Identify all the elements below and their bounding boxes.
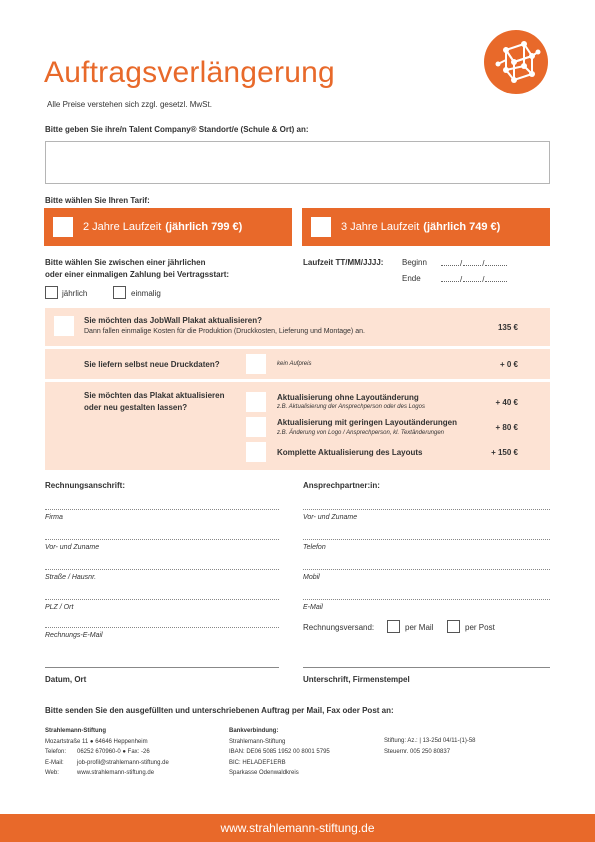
- billing-zip-line[interactable]: [45, 599, 279, 600]
- payment-question-line1: Bitte wählen Sie zwischen einer jährlichen: [45, 258, 206, 267]
- update-option-1-title: Aktualisierung ohne Layoutänderung: [277, 393, 419, 402]
- tarif-3-years-checkbox[interactable]: [311, 217, 331, 237]
- end-date-field[interactable]: / /: [440, 274, 508, 284]
- update-question-line1: Sie möchten das Plakat aktualisieren: [84, 391, 225, 400]
- footer-url[interactable]: www.strahlemann-stiftung.de: [220, 821, 375, 835]
- org-address: Mozartstraße 11 ● 64646 Heppenheim: [45, 738, 148, 745]
- update-option-3-title: Komplette Aktualisierung des Layouts: [277, 448, 423, 457]
- by-post-checkbox[interactable]: [447, 620, 460, 633]
- billing-zip-label: PLZ / Ort: [45, 604, 74, 611]
- price-note: Alle Preise verstehen sich zzgl. gesetzl. MwSt.: [47, 100, 212, 109]
- contact-heading: Ansprechpartner:in:: [303, 481, 380, 490]
- billing-email-label: Rechnungs-E-Mail: [45, 632, 103, 639]
- page-title: Auftragsverlängerung: [44, 56, 335, 89]
- signature-label: Unterschrift, Firmenstempel: [303, 675, 410, 684]
- contact-mobile-line[interactable]: [303, 569, 550, 570]
- update-option-2-hint: z.B. Änderung von Logo / Ansprechperson, kl. Textänderungen: [277, 430, 445, 436]
- by-mail-checkbox[interactable]: [387, 620, 400, 633]
- yearly-label: jährlich: [62, 289, 88, 298]
- tax-number: Steuernr. 005 250 80837: [384, 748, 451, 755]
- cube-network-icon: [484, 30, 548, 94]
- org-email[interactable]: job-profil@strahlemann-stiftung.de: [77, 759, 169, 766]
- payment-question-line2: oder einer einmaligen Zahlung bei Vertragsstart:: [45, 270, 230, 279]
- tarif-heading: Bitte wählen Sie Ihren Tarif:: [45, 196, 150, 205]
- print-hint: kein Aufpreis: [277, 361, 312, 367]
- jobwall-section: [45, 308, 550, 346]
- by-post-label: per Post: [465, 623, 495, 632]
- update-option-2-checkbox[interactable]: [246, 417, 266, 437]
- web-label: Web:: [45, 770, 59, 776]
- bank-block: [229, 726, 330, 779]
- update-option-1-hint: z.B. Aktualisierung der Ansprechperson oder des Logos: [277, 404, 425, 410]
- billing-street-label: Straße / Hausnr.: [45, 574, 97, 581]
- once-checkbox[interactable]: [113, 286, 126, 299]
- tarif-3-years-label: 3 Jahre Laufzeit: [341, 221, 420, 233]
- print-data-checkbox[interactable]: [246, 354, 266, 374]
- location-input[interactable]: [45, 141, 550, 184]
- print-question: Sie liefern selbst neue Druckdaten?: [84, 360, 220, 369]
- update-option-1-price: + 40 €: [495, 398, 518, 407]
- update-option-3-price: + 150 €: [491, 448, 518, 457]
- date-place-label: Datum, Ort: [45, 675, 87, 684]
- bank-account-name: Strahlemann-Stiftung: [229, 738, 286, 745]
- date-place-line[interactable]: [45, 667, 279, 668]
- bank-name: Sparkasse Odenwaldkreis: [229, 770, 299, 776]
- send-note: Bitte senden Sie den ausgefüllten und unterschriebenen Auftrag per Mail, Fax oder Post an:: [45, 706, 394, 715]
- update-option-1-checkbox[interactable]: [246, 392, 266, 412]
- contact-name-label: Vor- und Zuname: [303, 514, 358, 521]
- footer-bar: [0, 814, 595, 842]
- update-option-3-checkbox[interactable]: [246, 442, 266, 462]
- jobwall-note: Dann fallen einmalige Kosten für die Produktion (Druckkosten, Lieferung und Montage) an.: [84, 328, 365, 335]
- billing-name-line[interactable]: [45, 539, 279, 540]
- bank-bic: BIC: HELADEF1ERB: [229, 759, 286, 766]
- contact-phone-line[interactable]: [303, 539, 550, 540]
- contact-name-line[interactable]: [303, 509, 550, 510]
- billing-name-label: Vor- und Zuname: [45, 544, 100, 551]
- tax-foundation: Stiftung: Az.: | 13-25d 04/11-(1)-58: [384, 738, 476, 744]
- update-option-2-price: + 80 €: [495, 423, 518, 432]
- email-label: E-Mail:: [45, 759, 64, 766]
- update-option-2-title: Aktualisierung mit geringen Layoutänderungen: [277, 418, 458, 427]
- billing-company-label: Firma: [45, 514, 63, 521]
- org-phone: 06252 670960-0 ● Fax: -26: [77, 749, 150, 755]
- tarif-2-years-label: 2 Jahre Laufzeit: [83, 221, 162, 233]
- print-price: + 0 €: [499, 360, 518, 369]
- tarif-2-years-checkbox[interactable]: [53, 217, 73, 237]
- location-label: Bitte geben Sie ihre/n Talent Company® Standort/e (Schule & Ort) an:: [45, 125, 309, 134]
- billing-heading: Rechnungsanschrift:: [45, 481, 126, 490]
- contact-email-line[interactable]: [303, 599, 550, 600]
- yearly-checkbox[interactable]: [45, 286, 58, 299]
- org-name: Strahlemann-Stiftung: [45, 728, 106, 734]
- jobwall-price: 135 €: [497, 323, 518, 332]
- tarif-option-3-years[interactable]: [302, 208, 550, 246]
- contact-email-label: E-Mail: [303, 604, 323, 611]
- billing-company-line[interactable]: [45, 509, 279, 510]
- tax-block: [384, 736, 476, 757]
- billing-street-line[interactable]: [45, 569, 279, 570]
- signature-line[interactable]: [303, 667, 550, 668]
- dispatch-label: Rechnungsversand:: [303, 623, 375, 632]
- org-address-block: [45, 726, 169, 779]
- runtime-label: Laufzeit TT/MM/JJJJ:: [303, 258, 384, 267]
- phone-label: Telefon:: [45, 749, 67, 755]
- once-label: einmalig: [131, 289, 161, 298]
- contact-mobile-label: Mobil: [303, 574, 320, 581]
- jobwall-question: Sie möchten das JobWall Plakat aktualisieren?: [84, 316, 262, 325]
- tarif-2-years-price: (jährlich 799 €): [165, 221, 243, 233]
- end-label: Ende: [402, 274, 421, 283]
- bank-iban: IBAN: DE06 5085 1952 00 8001 5795: [229, 749, 330, 755]
- contact-phone-label: Telefon: [303, 544, 326, 551]
- by-mail-label: per Mail: [405, 623, 434, 632]
- update-question-line2: oder neu gestalten lassen?: [84, 403, 188, 412]
- bank-heading: Bankverbindung:: [229, 728, 279, 734]
- org-web[interactable]: www.strahlemann-stiftung.de: [77, 770, 155, 776]
- jobwall-update-checkbox[interactable]: [54, 316, 74, 336]
- begin-label: Beginn: [402, 258, 427, 267]
- begin-date-field[interactable]: / /: [440, 258, 508, 268]
- tarif-option-2-years[interactable]: [44, 208, 292, 246]
- billing-email-line[interactable]: [45, 627, 279, 628]
- tarif-3-years-price: (jährlich 749 €): [423, 221, 501, 233]
